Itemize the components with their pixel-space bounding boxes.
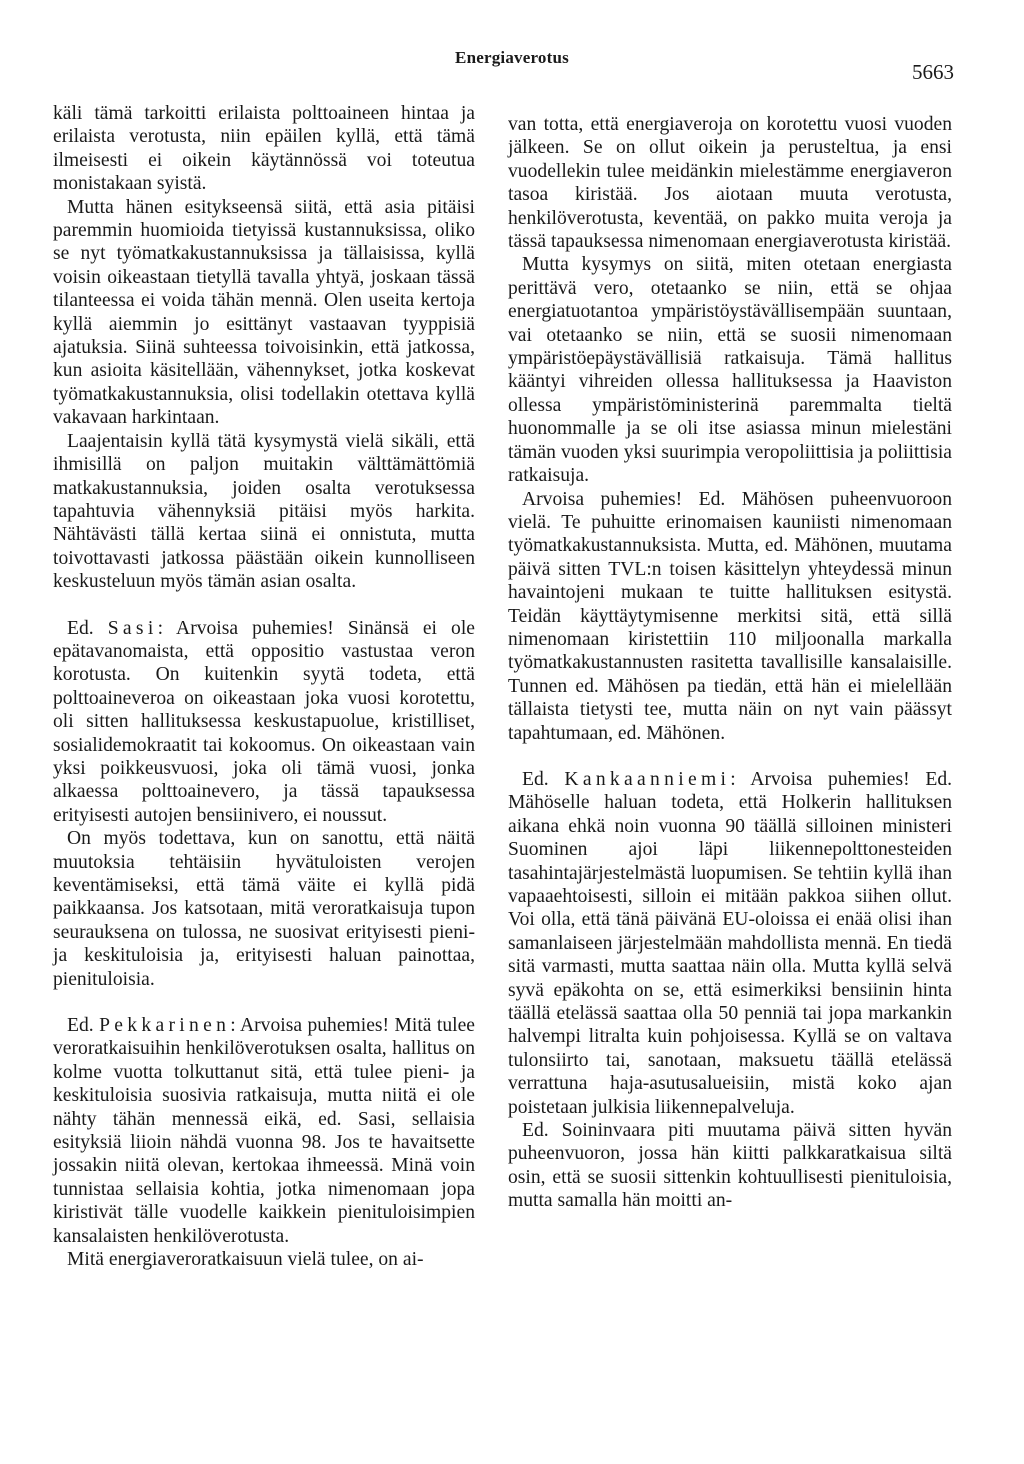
speaker-prefix: Ed. <box>522 768 565 790</box>
speaker-name: Pekkarinen <box>99 1015 231 1037</box>
speaker-prefix: Ed. <box>67 1015 100 1037</box>
speech-text: : Arvoisa puhemies! Sinänsä ei ole epätavanomaista, että oppositio vastustaa veron korotusta. On kuitenkin syytä todeta, että polttoaineveroa on oikeastaan joka vuosi korotettu, oli sitten hallituksessa keskustapuolue, kristilliset, sosialidemokraatit tai kokoomus. On oikeastaan vain yksi poikkeusvuosi, joka oli tämä vuosi, jonka alkaessa polttoainevero, ja tässä tapauksessa erityisesti autojen bensiinivero, ei noussut. <box>53 617 475 826</box>
paragraph: Mutta hänen esitykseensä siitä, että asia pitäisi paremmin huomioida tietyissä kustannuksissa, oliko se nyt työmatkakustannuksissa ja tällaisissa, kyllä voisin oikeastaan tietyllä tavalla yhtyä, joskaan tässä tilanteessa ei voida tähän mennä. Olen useita kertoja kyllä aiemmin jo esittänyt vastaavan tyyppisiä ajatuksia. Siinä suhteessa toivoisinkin, että jatkossa, kun asioita käsitellään, vähennykset, jotka koskevat työmatkakustannuksia, olisi todellakin otettava kyllä vakavaan harkintaan. <box>53 196 475 429</box>
speech-sasi <box>53 617 475 828</box>
paragraph: Mutta kysymys on siitä, miten otetaan energiasta perittävä vero, otetaanko se niin, että se ohjaa energiatuotantoa ympäristöystävällisempään suuntaan, vai otetaanko se niin, että se suosii nimenomaan ympäristöepäystävällisiä ratkaisuja. Tämä hallitus kääntyi vihreiden ollessa hallituksessa ja Haaviston ollessa ympäristöministerinä paremmalta tieltä huonommalle ja se oli itse asiassa minun mielestäni tämän vuoden yksi suurimpia veropoliittisia ja poliittisia ratkaisuja. <box>508 254 952 487</box>
paragraph: Laajentaisin kyllä tätä kysymystä vielä sikäli, että ihmisillä on paljon muitakin välttämättömiä matkakustannuksia, joiden osalta verotuksessa tapahtuvia vähennyksiä pitäisi myös harkita. Nähtävästi tällä kertaa siinä ei onnistuta, mutta toivottavasti jatkossa päästään oikein kunnolliseen keskusteluun myös tämän asian osalta. <box>53 430 475 593</box>
paragraph: On myös todettava, kun on sanottu, että näitä muutoksia tehtäisiin hyvätuloisten verojen keventämiseksi, että tämä väite ei kyllä pidä paikkaansa. Jos katsotaan, mitä veroratkaisuja tupon seurauksena on tulossa, ne suosivat erityisesti pieni- ja keskituloisia ja, erityisesti haluan painottaa, pienituloisia. <box>53 828 475 990</box>
speaker-name: Kankaanniemi <box>564 768 731 790</box>
speech-kankaanniemi <box>508 768 952 1119</box>
speech-text: : Arvoisa puhemies! Mitä tulee veroratkaisuihin henkilöverotuksen osalta, hallitus on kolme vuotta tolkuttanut sitä, että tulee pieni- ja keskituloisia suosivia ratkaisuja, mutta niitä ei ole nähty tähän mennessä eikä, ed. Sasi, sellaisia esityksiä liioin nähdä vuonna 98. Jos te havaitsette jossakin niitä olevan, kertokaa ihmeessä. Minä voin tunnistaa sellaisia kohtia, jotka nimenomaan jopa kiristivät tälle vuodelle kaikkein pienituloisimpien kansalaisten henkilöverotusta. <box>53 1015 475 1247</box>
speech-pekkarinen <box>53 1014 475 1248</box>
running-title: Energiaverotus <box>455 48 569 67</box>
page-number: 5663 <box>912 60 954 84</box>
paragraph: käli tämä tarkoitti erilaista polttoaineen hintaa ja erilaista verotusta, niin epäilen kyllä, että tämä ilmeisesti ei oikein käytännössä voi toteutua monistakaan syistä. <box>53 103 475 195</box>
speech-text: : Arvoisa puhemies! Ed. Mähöselle haluan todeta, että Holkerin hallituksen aikana ehkä noin vuonna 90 täällä silloinen ministeri Suominen ajoi läpi liikennepolttonesteiden tasahintajärjestelmästä luopumisen. Se tehtiin kyllä ihan vapaaehtoisesti, silloin ei mitään pakkoa siihen ollut. Voi olla, että tänä päivänä EU-oloissa ei enää olisi ihan samanlaiseen järjestelmään mahdollista mennä. En tiedä sitä varmasti, mutta saattaa näin olla. Mutta kyllä selvä syvä epäkohta on se, että esimerkiksi bensiinin hinta täällä etelässä saattaa olla 50 penniä tai jopa markankin halvempi litralta kuin pohjoisessa. Kyllä se on valtava tulonsiirto tai, sanotaan, maksuetu täällä etelässä verrattuna haja-asutusalueisiin, mistä koko ajan poistetaan julkisia liikennepalveluja. <box>508 768 953 1118</box>
left-column <box>53 102 475 1272</box>
paragraph: van totta, että energiaveroja on korotettu vuosi vuoden jälkeen. Se on ollut oikein ja perusteltua, ja ensi vuodellekin tulee meidänkin mielestämme energiaveron tasoa kiristää. Jos aiotaan muuta verotusta, henkilöverotusta, keventää, on pakko muita veroja ja tässä tapauksessa nimenomaan energiaverotusta kiristää. <box>508 114 952 253</box>
right-column <box>508 113 952 1213</box>
paragraph: Mitä energiaveroratkaisuun vielä tulee, on ai- <box>67 1249 424 1271</box>
speaker-prefix: Ed. <box>67 617 108 639</box>
speaker-name: Sasi <box>107 617 158 639</box>
paragraph: Ed. Soininvaara piti muutama päivä sitten hyvän puheenvuoron, jossa hän kiitti palkkaratkaisua siltä osin, että se suosii sittenkin kohtuullisesti pienituloisia, mutta samalla hän moitti an- <box>508 1120 952 1212</box>
paragraph: Arvoisa puhemies! Ed. Mähösen puheenvuoroon vielä. Te puhuitte erinomaisen kauniisti nimenomaan työmatkakustannuksista. Mutta, ed. Mähönen, muutama päivä sitten TVL:n toisen käsittelyn yhteydessä minun havaintojeni mukaan te tuitte hallituksen esitystä. Teidän käyttäytymisenne merkitsi sitä, että sillä nimenomaan kiristettiin 110 miljoonalla markalla työmatkakustannusten rasitetta tavallisille kansalaisille. Tunnen ed. Mähösen pa tiedän, että hän ei mielellään tällaista tietysti tee, mutta näin on nyt vain päässyt tapahtumaan, ed. Mähönen. <box>508 488 952 744</box>
